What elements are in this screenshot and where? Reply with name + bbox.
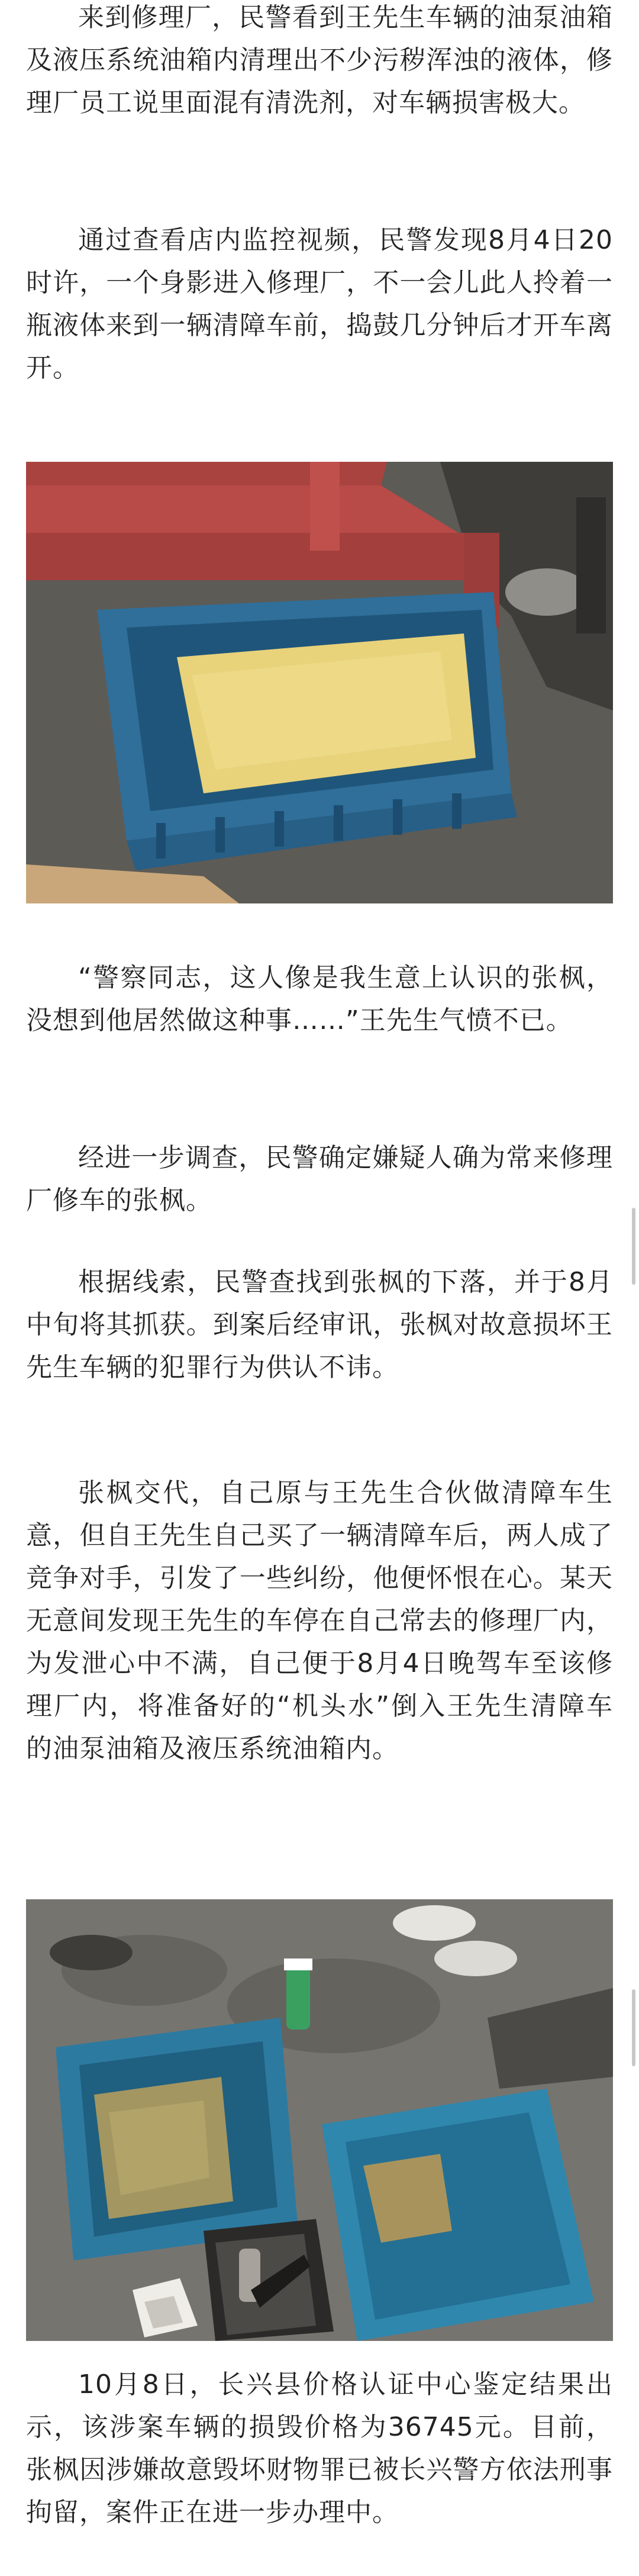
- paragraph-7: 10月8日，长兴县价格认证中心鉴定结果出示，该涉案车辆的损毁价格为36745元。目前，张枫因涉嫌故意毁坏财物罪已被长兴警方依法刑事拘留，案件正在进一步办理中。: [26, 2369, 613, 2527]
- crates-photo-illustration: [26, 1899, 613, 2341]
- photo-two-crates-sludge: [26, 1899, 613, 2341]
- paragraph-4: 经进一步调查，民警确定嫌疑人确为常来修理厂修车的张枫。: [26, 1143, 613, 1215]
- photo-crate-yellow-liquid: [26, 462, 613, 903]
- paragraph-6: 张枫交代，自己原与王先生合伙做清障车生意，但自王先生自己买了一辆清障车后，两人成了竞争对手，引发了一些纠纷，他便怀恨在心。某天无意间发现王先生的车停在自己常去的修理厂内，为发泄心中不满，自己便于8月4日晚驾车至该修理厂内，将准备好的“机头水”倒入王先生清障车的油泵油箱及液压系统油箱内。: [26, 1478, 613, 1764]
- paragraph-1: 来到修理厂，民警看到王先生车辆的油泵油箱及液压系统油箱内清理出不少污秽浑浊的液体，修理厂员工说里面混有清洗剂，对车辆损害极大。: [26, 2, 613, 118]
- paragraph-3: “警察同志，这人像是我生意上认识的张枫，没想到他居然做这种事……”王先生气愤不已。: [26, 963, 613, 1035]
- crate-photo-illustration: [26, 462, 613, 903]
- paragraph-5: 根据线索，民警查找到张枫的下落，并于8月中旬将其抓获。到案后经审讯，张枫对故意损坏王先生车辆的犯罪行为供认不讳。: [26, 1267, 613, 1382]
- scrollbar-thumb-secondary: [632, 1989, 635, 2066]
- paragraph-2: 通过查看店内监控视频，民警发现8月4日20时许，一个身影进入修理厂，不一会儿此人拎着一瓶液体来到一辆清障车前，捣鼓几分钟后才开车离开。: [26, 225, 613, 383]
- scrollbar-thumb[interactable]: [632, 1208, 635, 1285]
